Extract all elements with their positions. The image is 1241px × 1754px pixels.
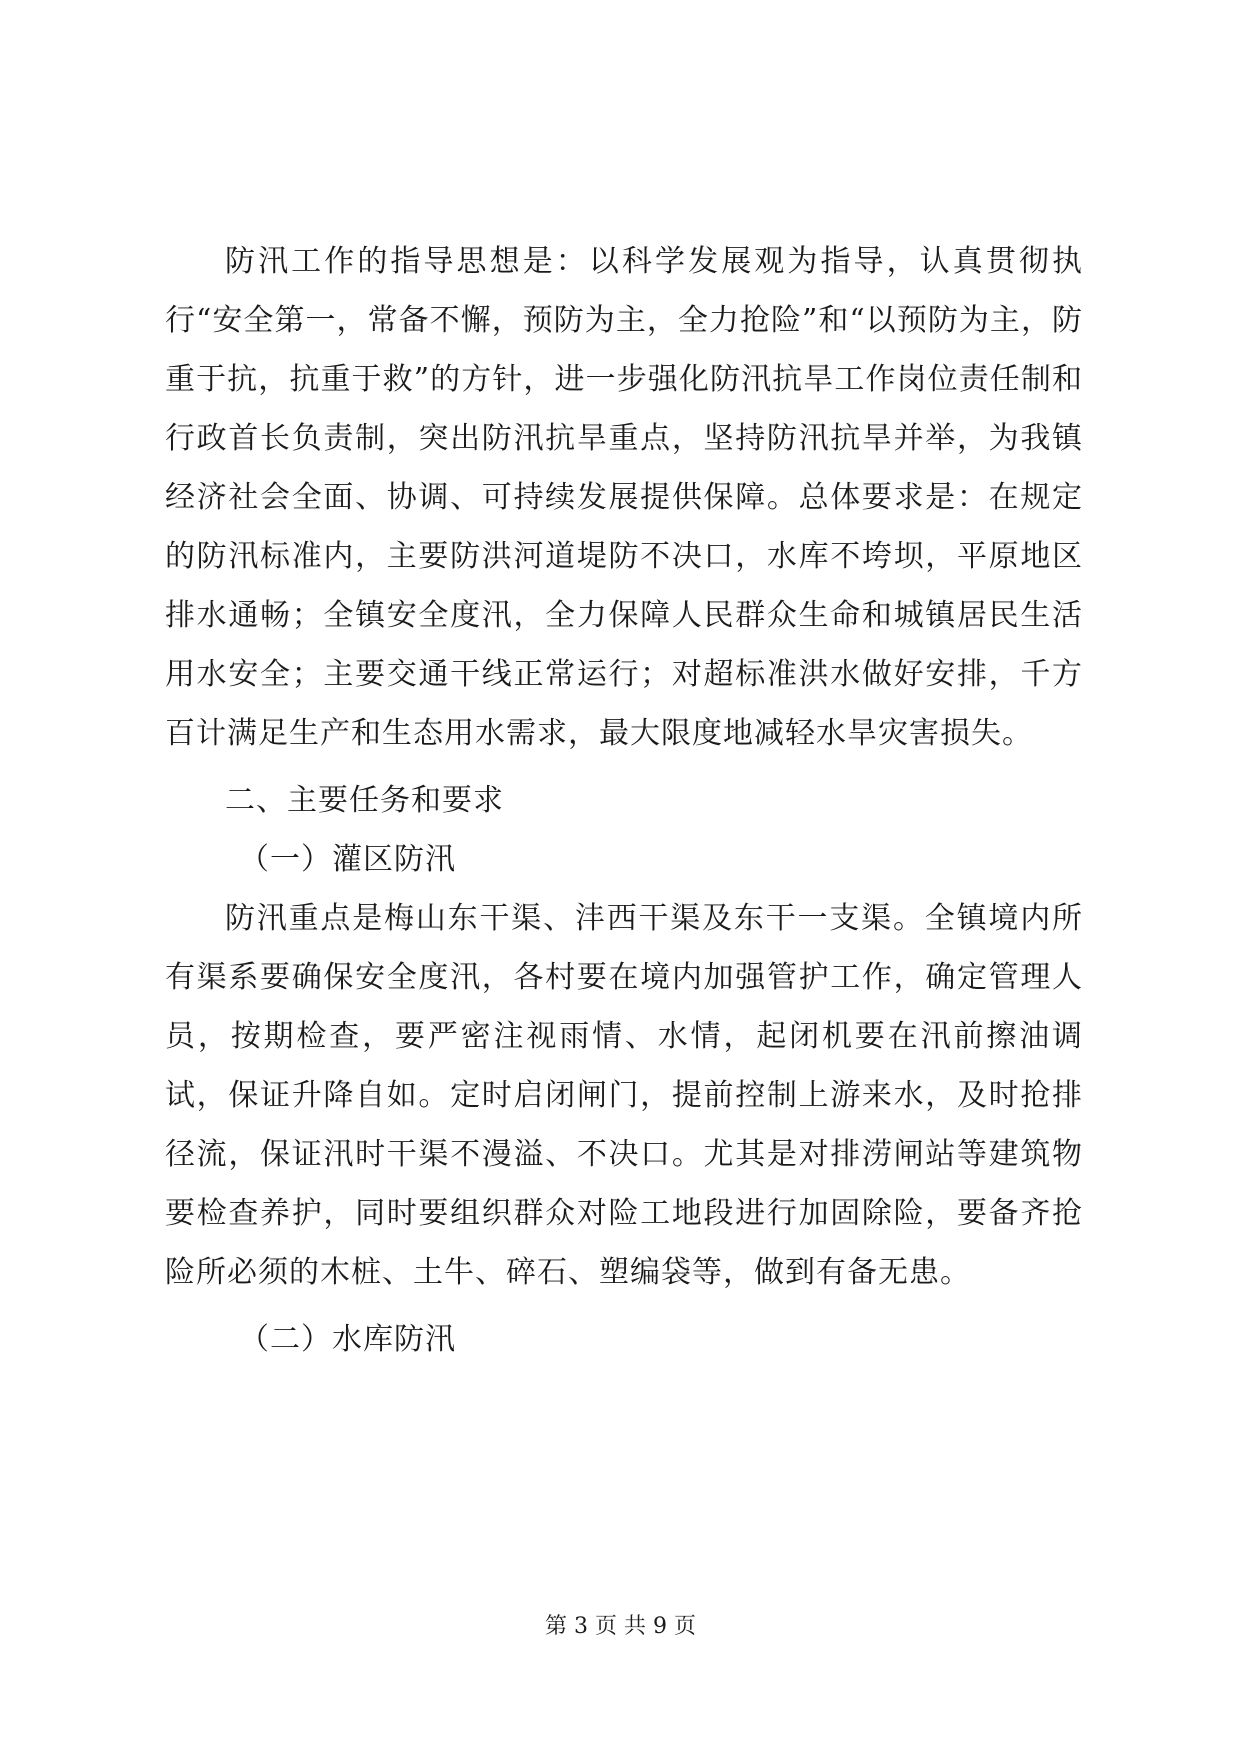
subsection-heading-reservoir-flood-control: （二）水库防汛 [239,1322,456,1357]
page-number-footer: 第 3 页 共 9 页 [545,1614,696,1639]
document-body [165,232,1083,1369]
paragraph-gap [165,763,1083,771]
paragraph-gap [165,1302,1083,1310]
paragraph-irrigation-flood-control: 防汛重点是梅山东干渠、沣西干渠及东干一支渠。全镇境内所有渠系要确保安全度汛，各村要在境内加强管护工作，确定管理人员，按期检查，要严密注视雨情、水情，起闭机要在汛前擦油调试，保证升降自如。定时启闭闸门，提前控制上游来水，及时抢排径流，保证汛时干渠不漫溢、不决口。尤其是对排涝闸站等建筑物要检查养护，同时要组织群众对险工地段进行加固除险，要备齐抢险所必须的木桩、土牛、碎石、塑编袋等，做到有备无患。 [165,901,1083,1290]
section-heading-main-tasks: 二、主要任务和要求 [225,783,504,818]
paragraph-guiding-ideology: 防汛工作的指导思想是：以科学发展观为指导，认真贯彻执行“安全第一，常备不懈，预防为主，全力抢险”和“以预防为主，防重于抗，抗重于救”的方针，进一步强化防汛抗旱工作岗位责任制和行政首长负责制，突出防汛抗旱重点，坚持防汛抗旱并举，为我镇经济社会全面、协调、可持续发展提供保障。总体要求是：在规定的防汛标准内，主要防洪河道堤防不决口，水库不垮坝，平原地区排水通畅；全镇安全度汛，全力保障人民群众生命和城镇居民生活用水安全；主要交通干线正常运行；对超标准洪水做好安排，千方百计满足生产和生态用水需求，最大限度地减轻水旱灾害损失。 [165,244,1083,751]
subsection-heading-irrigation-flood-control: （一）灌区防汛 [239,842,456,877]
